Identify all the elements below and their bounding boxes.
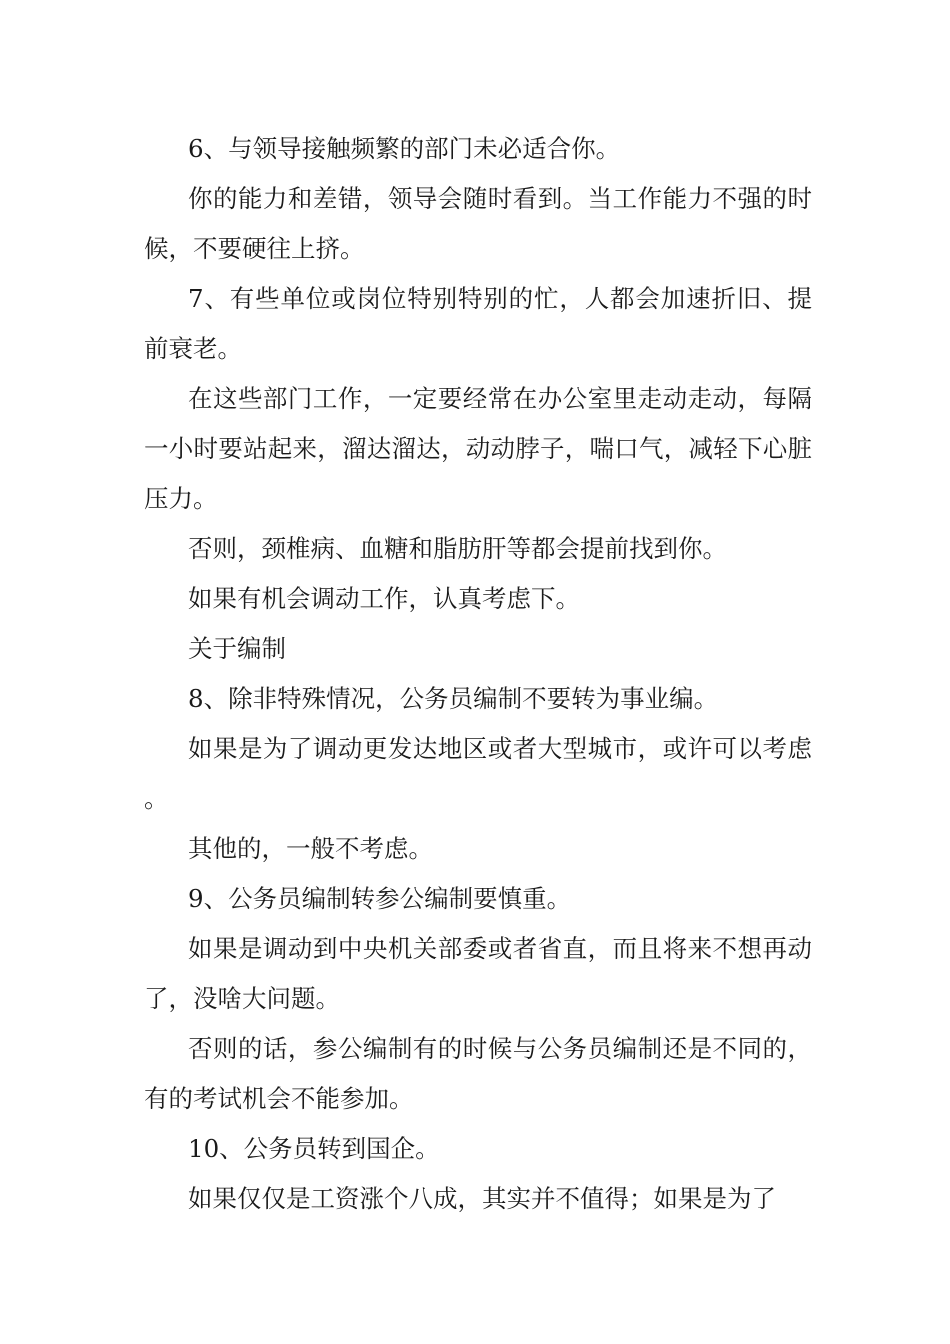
paragraph: 你的能力和差错，领导会随时看到。当工作能力不强的时候，不要硬往上挤。 — [144, 184, 812, 263]
paragraph: 如果仅仅是工资涨个八成，其实并不值得；如果是为了 — [188, 1184, 776, 1213]
paragraph-6-heading: 6、与领导接触频繁的部门未必适合你。 — [188, 134, 621, 163]
paragraph: 在这些部门工作，一定要经常在办公室里走动走动，每隔一小时要站起来，溜达溜达，动动脖子，喘口气，减轻下心脏压力。 — [144, 384, 812, 513]
paragraph-9-heading: 9、公务员编制转参公编制要慎重。 — [188, 884, 572, 913]
document-page — [144, 124, 812, 1224]
paragraph: 其他的，一般不考虑。 — [188, 834, 433, 863]
paragraph: 如果是为了调动更发达地区或者大型城市，或许可以考虑。 — [144, 734, 812, 813]
paragraph: 否则的话，参公编制有的时候与公务员编制还是不同的，有的考试机会不能参加。 — [144, 1034, 812, 1113]
paragraph: 如果是调动到中央机关部委或者省直，而且将来不想再动了，没啥大问题。 — [144, 934, 812, 1013]
paragraph-10-heading: 10、公务员转到国企。 — [188, 1134, 440, 1163]
paragraph: 如果有机会调动工作，认真考虑下。 — [188, 584, 580, 613]
paragraph-8-heading: 8、除非特殊情况，公务员编制不要转为事业编。 — [188, 684, 719, 713]
paragraph-7-heading: 7、有些单位或岗位特别特别的忙，人都会加速折旧、提前衰老。 — [144, 284, 812, 363]
section-heading: 关于编制 — [188, 634, 286, 663]
paragraph: 否则，颈椎病、血糖和脂肪肝等都会提前找到你。 — [188, 534, 727, 563]
